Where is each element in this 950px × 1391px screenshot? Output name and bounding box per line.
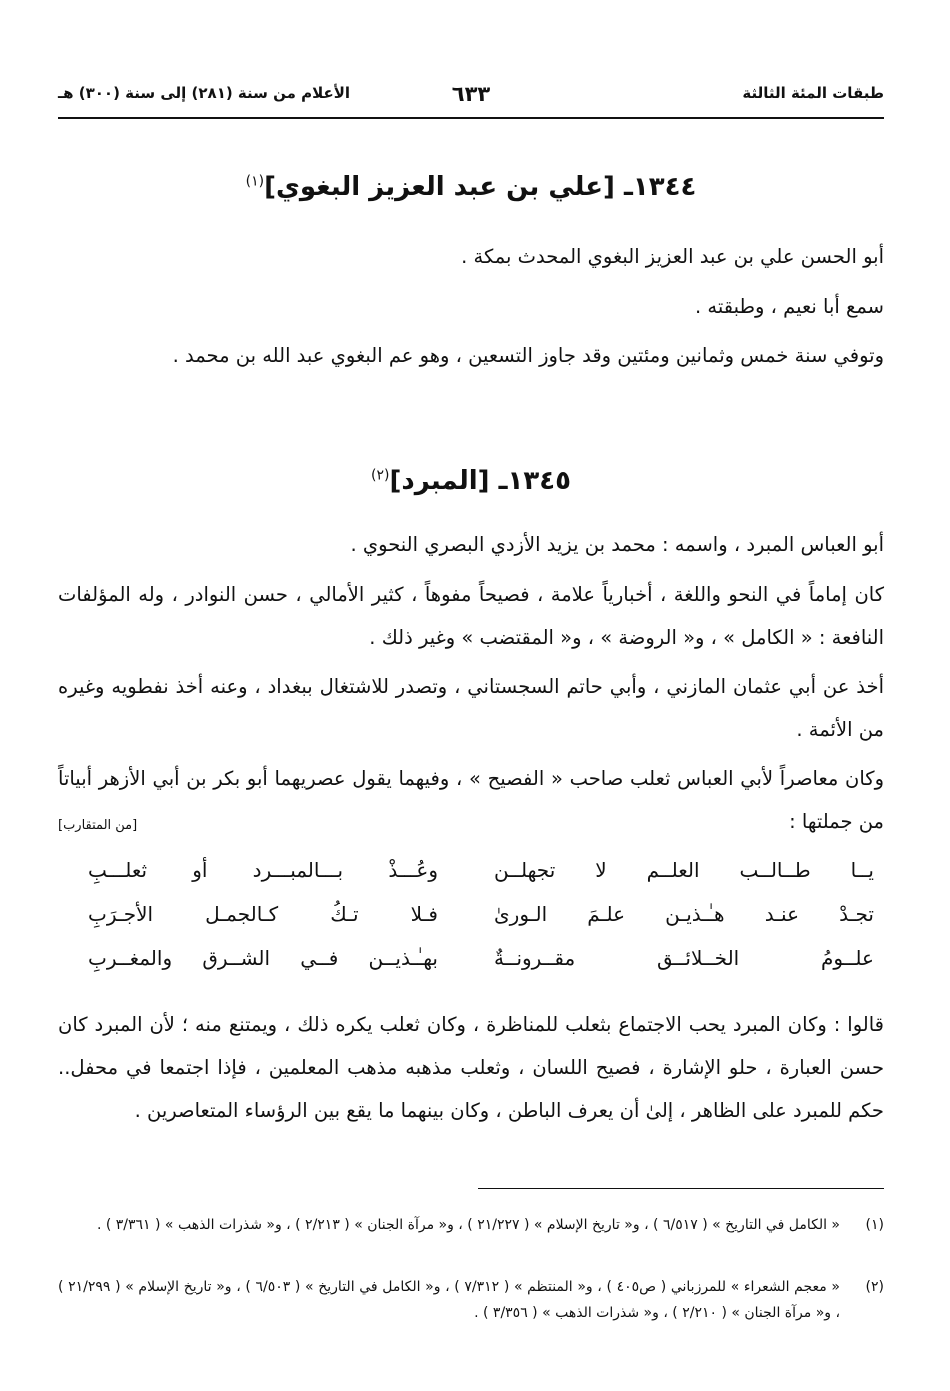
verse-second-hemistich: وعُـــذْ بـــالمبـــرد أو ثعلـــبِ xyxy=(88,858,438,882)
paragraph: أبو العباس المبرد ، واسمه : محمد بن يزيد الأزدي البصري النحوي . xyxy=(350,533,884,556)
verse-first-hemistich: يــا طــالــب العلــم لا تجهلــن xyxy=(494,858,874,882)
paragraph: قالوا : وكان المبرد يحب الاجتماع بثعلب للمناظرة ، وكان ثعلب يكره ذلك ، ويمتنع منه ؛ لأن المبرد كان حسن العبارة ، حلو الإشارة ، فصيح اللسان ، وثعلب مذهبه مذهب المعلمين ، فإذا اجتمعا في محفل.. حكم للمبرد على الظاهر ، إلىٰ أن يعرف الباطن ، وكان بينهما ما يقع بين الرؤساء المتعاصرين . xyxy=(58,1013,884,1122)
verse-line xyxy=(58,858,884,904)
paragraph: كان إماماً في النحو واللغة ، أخبارياً علامة ، فصيحاً مفوهاً ، كثير الأمالي ، حسن النوادر ، وله المؤلفات النافعة : « الكامل » ، و« الروضة » ، و« المقتضب » وغير ذلك . xyxy=(58,583,884,649)
poetic-meter-label: [من المتقارب] xyxy=(58,818,138,833)
verse-line xyxy=(58,946,884,992)
header-section-title: طبقات المئة الثالثة xyxy=(742,84,884,102)
paragraph: أخذ عن أبي عثمان المازني ، وأبي حاتم السجستاني ، وتصدر للاشتغال ببغداد ، وعنه أخذ نفطويه وغيره من الأئمة . xyxy=(58,675,884,741)
verse-line xyxy=(58,902,884,948)
header-divider xyxy=(58,117,884,119)
footnote-ref: (١) xyxy=(245,173,265,190)
footnote-number: (١) xyxy=(865,1217,884,1233)
running-header xyxy=(58,84,884,114)
verse-second-hemistich: فـلا تـكُ كـالجمـل الأجـرَبِ xyxy=(88,902,438,926)
footnote-ref: (٢) xyxy=(371,467,390,484)
footnote xyxy=(58,1274,884,1326)
paragraph: وتوفي سنة خمس وثمانين ومئتين وقد جاوز التسعين ، وهو عم البغوي عبد الله بن محمد . xyxy=(172,344,884,367)
entry-title-text: ١٣٤٥ـ [المبرد] xyxy=(389,466,571,496)
entry-title-text: ١٣٤٤ـ [علي بن عبد العزيز البغوي] xyxy=(264,172,697,202)
entry-title-1345 xyxy=(58,466,884,496)
footnote-text: « الكامل في التاريخ » ( ٦/٥١٧ ) ، و« تاريخ الإسلام » ( ٢١/٢٢٧ ) ، و« مرآة الجنان » ( ٢/٢١٣ ) ، و« شذرات الذهب » ( ٣/٣٦١ ) . xyxy=(96,1217,840,1233)
footnote xyxy=(58,1212,884,1238)
verse-second-hemistich: بهـٰـذيــن فــي الشــرق والمغــربِ xyxy=(88,946,438,970)
footnote-text: « معجم الشعراء » للمرزباني ( ص٤٠٥ ) ، و« المنتظم » ( ٧/٣١٢ ) ، و« الكامل في التاريخ » ( ٦/٥٠٣ ) ، و« تاريخ الإسلام » ( ٢١/٢٩٩ ) ، و« مرآة الجنان » ( ٢/٢١٠ ) ، و« شذرات الذهب » ( ٣/٣٥٦ ) . xyxy=(58,1279,840,1321)
footnote-divider xyxy=(478,1188,884,1189)
paragraph: سمع أبا نعيم ، وطبقته . xyxy=(695,295,884,318)
verse-first-hemistich: علــومُ الخــلائــق مقــرونــةٌ xyxy=(494,946,874,970)
verse-first-hemistich: تجـدْ عنـد هـٰـذيـن علـمَ الـورىٰ xyxy=(494,902,874,926)
paragraph: أبو الحسن علي بن عبد العزيز البغوي المحدث بمكة . xyxy=(461,245,884,268)
header-range-title: الأعلام من سنة (٢٨١) إلى سنة (٣٠٠) هـ xyxy=(58,84,351,102)
footnote-number: (٢) xyxy=(865,1279,884,1295)
page-number: ٦٣٣ xyxy=(451,82,491,106)
entry-title-1344 xyxy=(58,172,884,202)
paragraph: وكان معاصراً لأبي العباس ثعلب صاحب « الفصيح » ، وفيهما يقول عصريهما أبو بكر بن أبي الأزهر أبياتاً من جملتها : xyxy=(58,767,884,833)
